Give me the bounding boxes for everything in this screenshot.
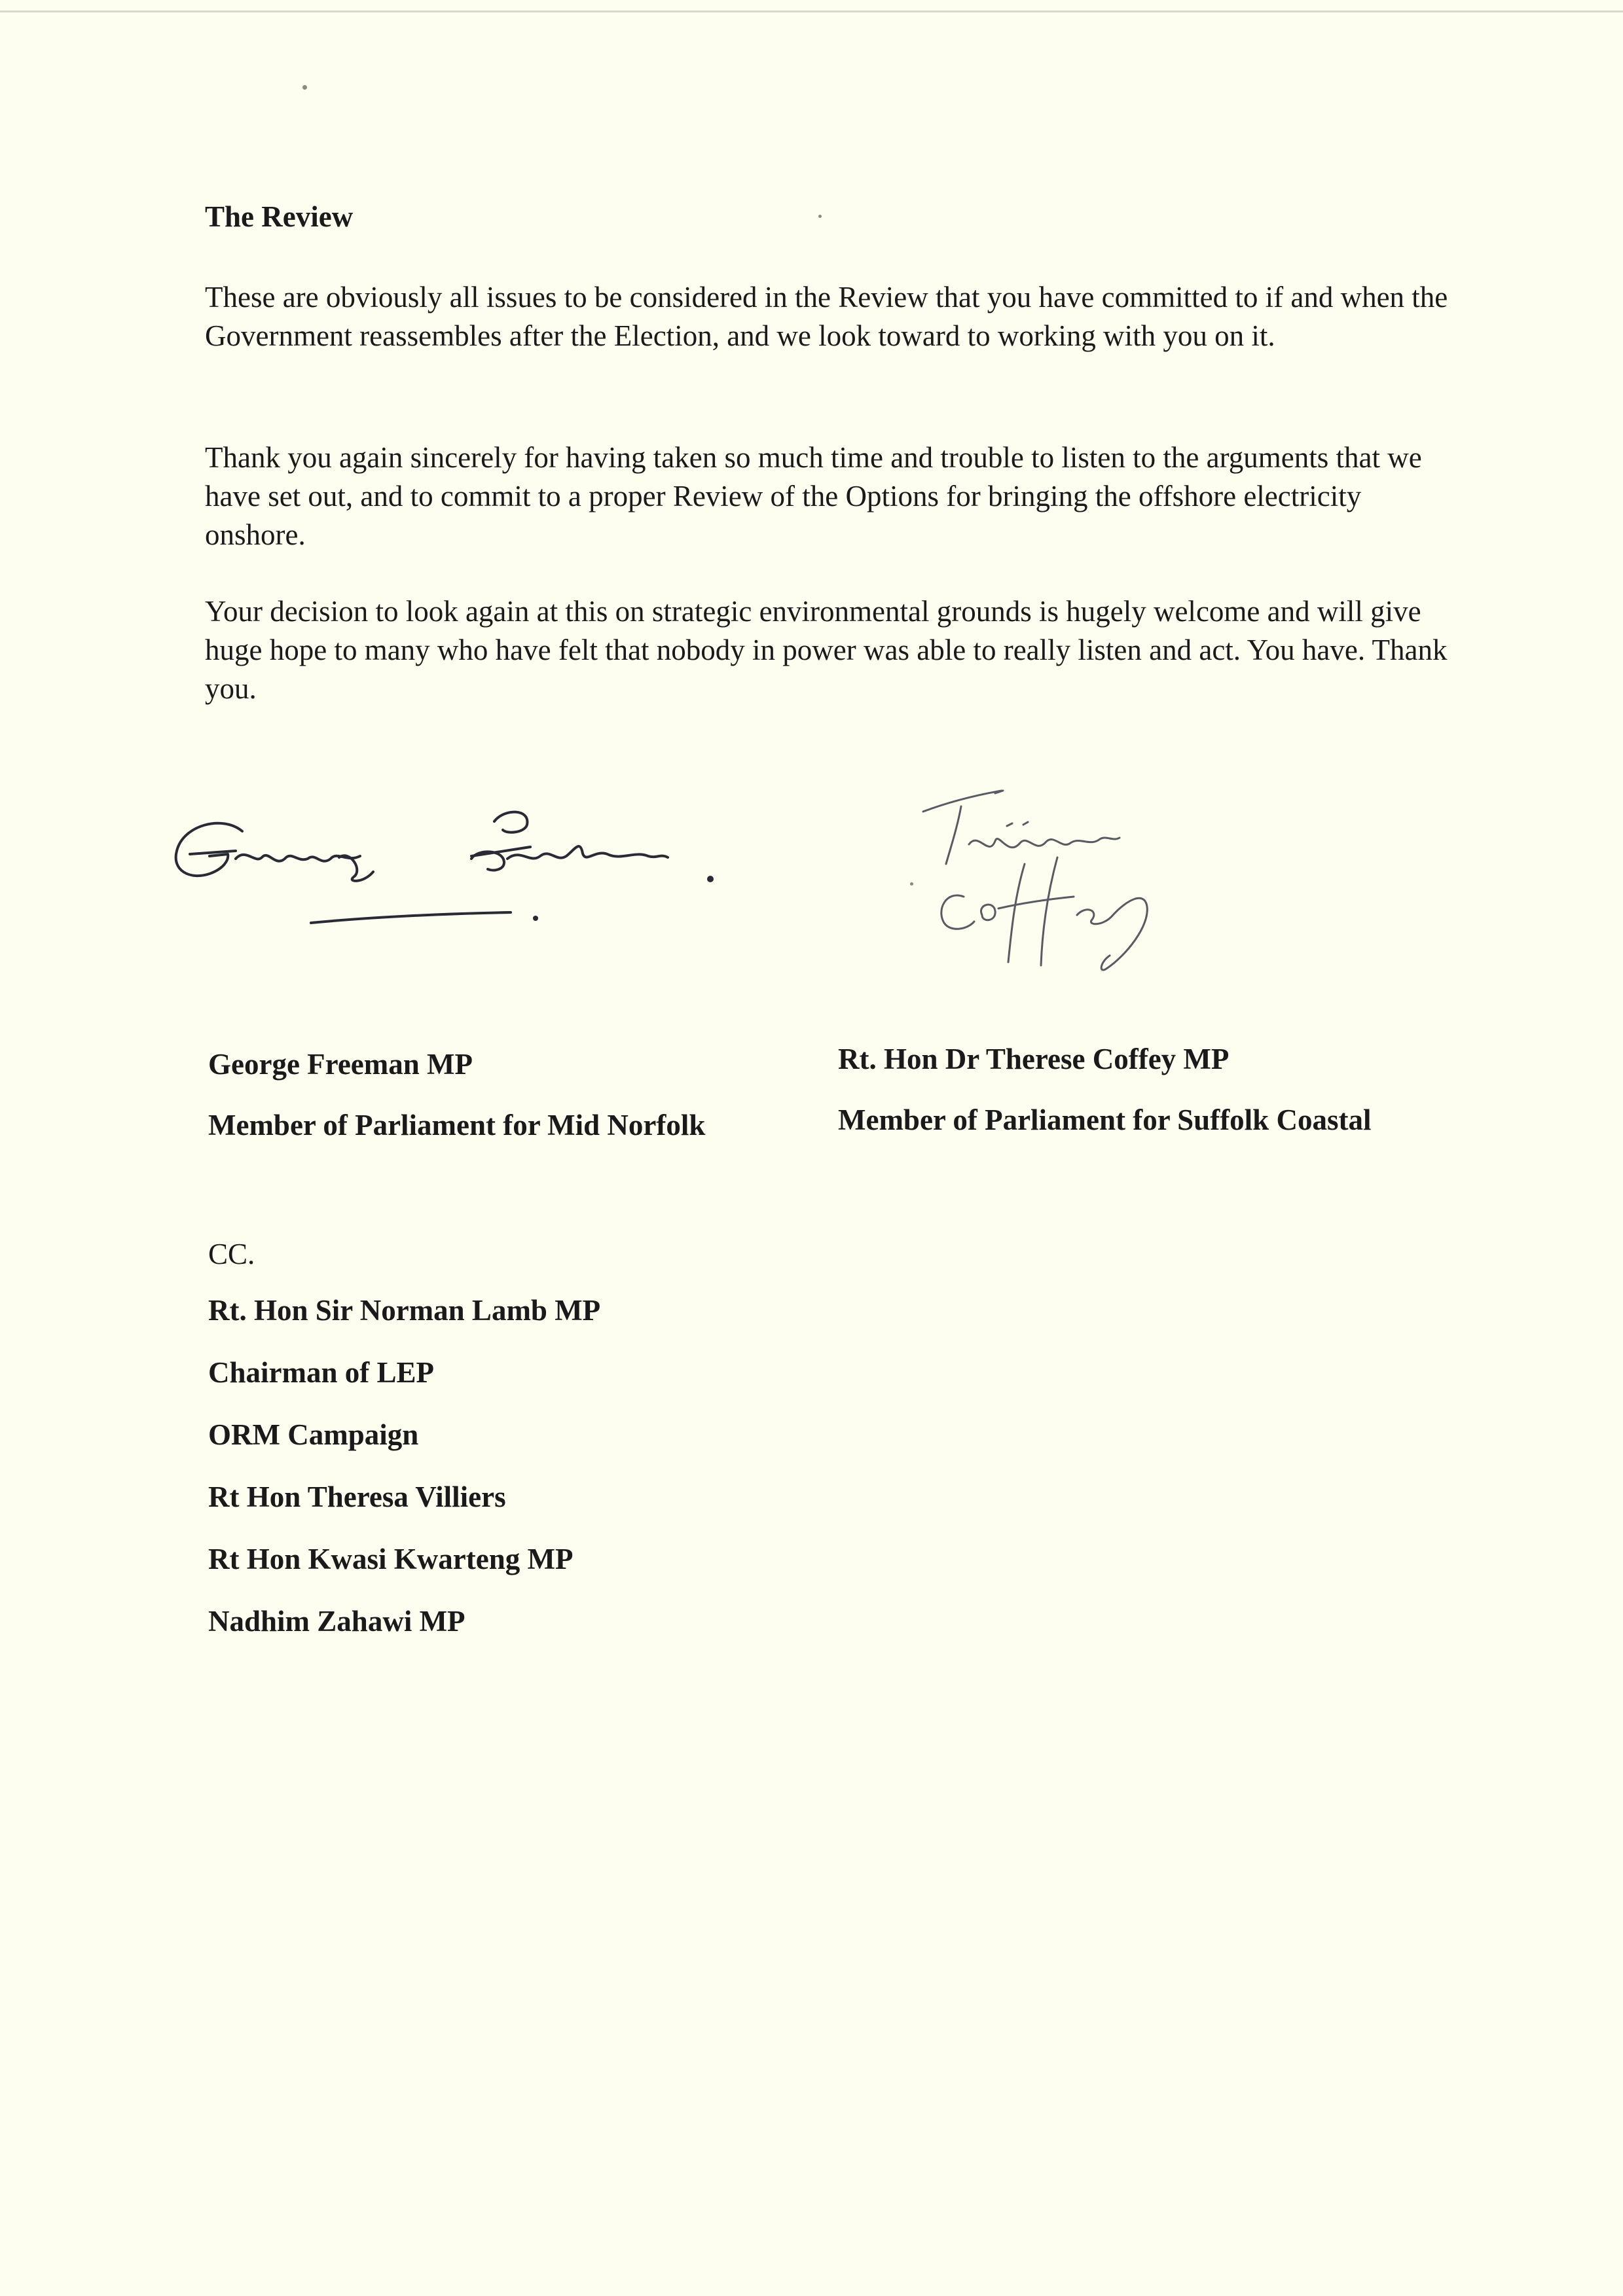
section-heading: The Review: [205, 200, 354, 233]
paragraph-thanks: Thank you again sincerely for having taken so much time and trouble to listen to the arguments that we have set out, and to commit to a proper Review of the Options for bringing the offshore electricity onshore.: [205, 441, 1422, 551]
cc-recipient: Rt Hon Theresa Villiers: [208, 1480, 506, 1513]
signatory-role-coffey: Member of Parliament for Suffolk Coastal: [838, 1103, 1372, 1136]
page-top-edge: [0, 10, 1623, 12]
cc-recipient-list: [208, 1293, 600, 1666]
paper-speck: [818, 215, 822, 218]
paragraph-review-issues: These are obviously all issues to be considered in the Review that you have committed to if and when the Government reassembles after the Election, and we look toward to working with you on it.: [205, 281, 1448, 352]
signatory-name-coffey: Rt. Hon Dr Therese Coffey MP: [838, 1043, 1230, 1075]
signatory-role-freeman: Member of Parliament for Mid Norfolk: [208, 1109, 706, 1141]
signatory-name-freeman: George Freeman MP: [208, 1048, 473, 1081]
cc-recipient: Nadhim Zahawi MP: [208, 1605, 465, 1638]
paragraph-decision: Your decision to look again at this on strategic environmental grounds is hugely welcome and will give huge hope to many who have felt that nobody in power was able to really listen and act. You have. Thank you.: [205, 595, 1448, 705]
cc-recipient: Rt. Hon Sir Norman Lamb MP: [208, 1294, 601, 1327]
cc-recipient: Rt Hon Kwasi Kwarteng MP: [208, 1543, 574, 1575]
paper-speck: [302, 85, 307, 90]
george-freeman-signature: [164, 785, 753, 956]
cc-label: CC.: [208, 1238, 255, 1270]
cc-recipient: Chairman of LEP: [208, 1356, 435, 1389]
cc-recipient: ORM Campaign: [208, 1418, 419, 1451]
therese-coffey-signature: [890, 766, 1218, 982]
